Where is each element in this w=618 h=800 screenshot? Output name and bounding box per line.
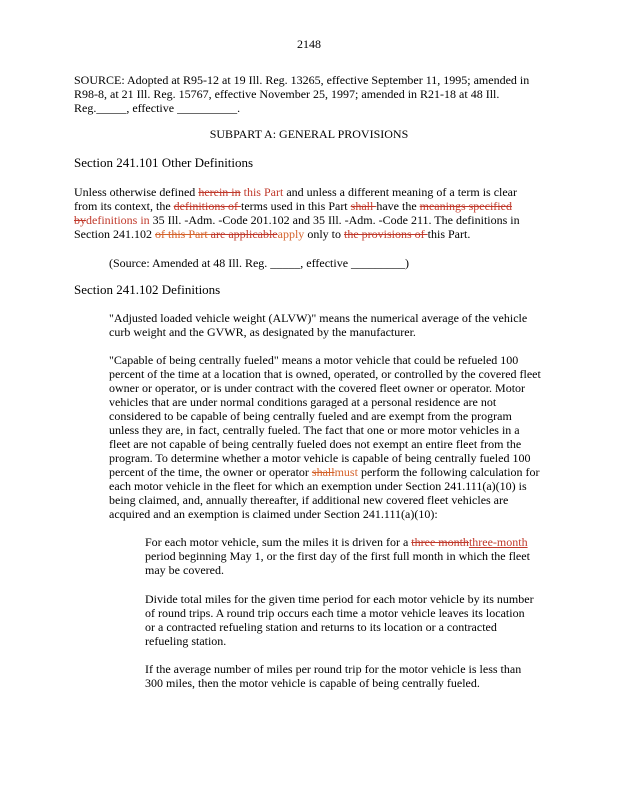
paragraph-line: period beginning May 1, or the first day of the first full month in which the fleet	[145, 549, 530, 563]
paragraph-line: or a contracted refueling station and returns to its location or a contracted	[145, 620, 497, 634]
paragraph-line: of round trips. A round trip occurs each time a motor vehicle leaves its location	[145, 606, 525, 620]
deleted-text: the provisions of	[343, 227, 428, 241]
paragraph-line: For each motor vehicle, sum the miles it is driven for a three monththree-month	[145, 535, 528, 549]
source-line: Reg._____, effective __________.	[74, 101, 241, 115]
paragraph-line: Unless otherwise defined herein in this Part and unless a different meaning of a term is clear	[74, 185, 518, 199]
paragraph-line: percent of the time, the owner or operator shallmust perform the following calculation for	[109, 465, 540, 479]
deleted-text: definitions of	[173, 199, 241, 213]
paragraph-line: may be covered.	[145, 563, 224, 577]
paragraph-line: bydefinitions in 35 Ill. -Adm. -Code 201.102 and 35 Ill. -Adm. -Code 211. The definitions in	[74, 213, 520, 227]
section-heading: Section 241.101 Other Definitions	[74, 155, 254, 170]
section-source-note: (Source: Amended at 48 Ill. Reg. _____, effective _________)	[109, 256, 410, 270]
inserted-text: must	[334, 465, 358, 479]
paragraph-line: Section 241.102 of this Part are applicableapply only to the provisions of this Part.	[74, 227, 471, 241]
deleted-text: herein in	[198, 185, 241, 199]
deleted-text: three month	[411, 535, 469, 549]
deleted-text: are applicable	[210, 227, 278, 241]
inserted-text: definitions in	[86, 213, 150, 227]
paragraph-line: "Capable of being centrally fueled" means a motor vehicle that could be refueled 100	[109, 353, 519, 367]
inserted-text: three-month	[468, 535, 528, 549]
inserted-text: this Part	[240, 185, 284, 199]
source-line: R98-8, at 21 Ill. Reg. 15767, effective November 25, 1997; amended in R21-18 at 48 Ill.	[74, 87, 500, 101]
paragraph-line: curb weight and the GVWR, as designated by the manufacturer.	[109, 325, 416, 339]
paragraph-line: "Adjusted loaded vehicle weight (ALVW)" means the numerical average of the vehicle	[109, 311, 528, 325]
paragraph-line: each motor vehicle in the fleet for which an exemption under Section 241.111(a)(10) is	[109, 479, 527, 493]
paragraph-line: If the average number of miles per round trip for the motor vehicle is less than	[145, 662, 522, 676]
paragraph-line: being claimed, and, annually thereafter, if additional new covered fleet vehicles are	[109, 493, 509, 507]
paragraph-line: refueling station.	[145, 634, 227, 648]
paragraph-line: 300 miles, then the motor vehicle is capable of being centrally fueled.	[145, 676, 480, 690]
section-heading: Section 241.102 Definitions	[74, 282, 221, 297]
deleted-text: meanings specified	[419, 199, 512, 213]
subpart-heading: SUBPART A: GENERAL PROVISIONS	[209, 127, 409, 141]
deleted-text: by	[74, 213, 86, 227]
deleted-text: shall	[311, 465, 335, 479]
deleted-text: shall	[350, 199, 377, 213]
page-number: 2148	[297, 37, 321, 51]
paragraph-line: owner or operator, or is under contract with the covered fleet owner or operator. Motor	[109, 381, 526, 395]
paragraph-line: considered to be capable of being centrally fueled and are exempt from the program	[109, 409, 512, 423]
paragraph-line: fleet are not capable of being centrally fueled does not exempt an entire fleet from the	[109, 437, 522, 451]
paragraph-line: program. To determine whether a motor vehicle is capable of being centrally fueled 100	[109, 451, 531, 465]
paragraph-line: percent of the time at a location that is owned, operated, or controlled by the covered fleet	[109, 367, 541, 381]
inserted-text: apply	[277, 227, 305, 241]
source-line: SOURCE: Adopted at R95-12 at 19 Ill. Reg. 13265, effective September 11, 1995; amended in	[74, 73, 530, 87]
paragraph-line: from its context, the definitions of terms used in this Part shall have the meanings specified	[74, 199, 512, 213]
paragraph-line: Divide total miles for the given time period for each motor vehicle by its number	[145, 592, 534, 606]
paragraph-line: acquired and an exemption is claimed under Section 241.111(a)(10):	[109, 507, 438, 521]
paragraph-line: vehicles that are under normal conditions garaged at a personal residence are not	[109, 395, 497, 409]
deleted-text: of this Part	[155, 227, 211, 241]
paragraph-line: unless they are, in fact, centrally fueled. The fact that one or more motor vehicles in a	[109, 423, 520, 437]
